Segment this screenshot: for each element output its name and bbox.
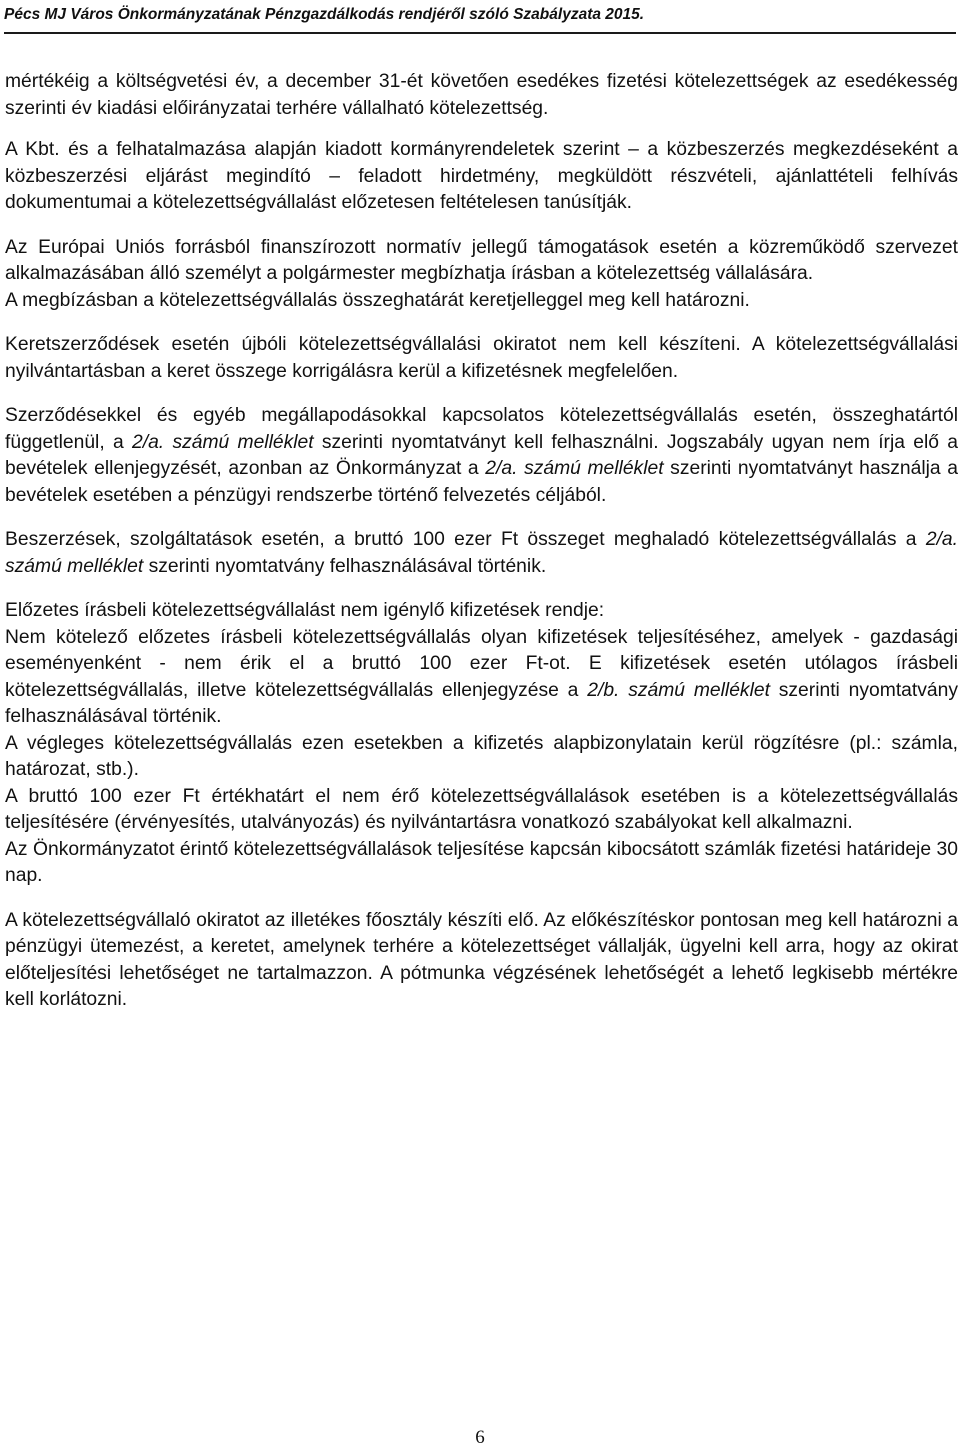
paragraph-public-procurement: A Kbt. és a felhatalmazása alapján kiadott kormányrendeletek szerint – a közbeszerzés megkezdéseként a közbeszerzési eljárást megindító – feladott hirdetmény, megküldött részvételi, ajánlattételi felhívás dokumentumai a kötelezettségvállalást előzetesen feltételesen tanúsítják. [5, 139, 958, 213]
annex-reference: 2/b. számú melléklet [587, 679, 770, 701]
paragraph-heading-no-prior-commitment: Előzetes írásbeli kötelezettségvállalást nem igénylő kifizetések rendje: [5, 600, 605, 621]
header-title: Pécs MJ Város Önkormányzatának Pénzgazdálkodás rendjéről szóló Szabályzata 2015. [4, 6, 645, 23]
paragraph-below-threshold-rules: A bruttó 100 ezer Ft értékhatárt el nem érő kötelezettségvállalások esetében is a kötelezettségvállalás teljesítésére (érvényesítés, utalványozás) és nyilvántartásra vonatkozó szabályokat kell alkalmazni. [5, 785, 958, 833]
page-number: 6 [475, 1427, 485, 1448]
annex-reference: 2/a. számú melléklet [485, 458, 664, 479]
paragraph-commitment-document: A kötelezettségvállaló okiratot az illetékes főosztály készíti elő. Az előkészítéskor pontosan meg kell határozni a pénzügyi ütemezést, a keretet, amelynek terhére a kötelezettséget vállalják, ügyelni kell arra, hogy az okirat előteljesítési lehetőséget ne tartalmazzon. A pótmunka végzésének lehetőségét a lehető legkisebb mértékre kell korlátozni. [5, 909, 958, 1010]
text-segment: Nem kötelező előzetes írásbeli kötelezettségvállalás olyan kifizetések teljesítéséhez, amelyek - gazdasági eseményenként - nem érik el a bruttó 100 ezer Ft-ot. E kifizetések esetén utólagos írásbeli kötelezettségvállalás, illetve kötelezettségvállalás ellenjegyzése a [5, 626, 958, 701]
paragraph-eu-funding: Az Európai Uniós forrásból finanszírozott normatív jellegű támogatások esetén a közreműködő szervezet alkalmazásában álló személyt a polgármester megbízhatja írásban a kötelezettség vállalására. [5, 236, 958, 284]
paragraph-payment-deadline: Az Önkormányzatot érintő kötelezettségvállalások teljesítése kapcsán kibocsátott számlák fizetési határideje 30 nap. [5, 838, 958, 886]
annex-reference: 2/a. számú melléklet [132, 431, 314, 453]
paragraph-framework-contracts: Keretszerződések esetén újbóli kötelezettségvállalási okiratot nem kell készíteni. A kötelezettségvállalási nyilvántartásban a keret összege korrigálásra kerül a kifizetésnek megfelelően. [5, 334, 958, 382]
paragraph-mandate-limit: A megbízásban a kötelezettségvállalás összeghatárát keretjelleggel meg kell határozni. [5, 289, 750, 311]
text-segment: szerinti nyomtatványt használja a bevételek esetében a pénzügyi rendszerbe történő felvezetés céljából. [5, 458, 958, 506]
paragraph-budget-year: mértékéig a költségvetési év, a december 31-ét követően esedékes fizetési kötelezettségek az esedékesség szerinti év kiadási előirányzatai terhére vállalható kötelezettség. [5, 71, 958, 119]
paragraph-final-commitment: A végleges kötelezettségvállalás ezen esetekben a kifizetés alapbizonylatain kerül rögzítésre (pl.: számla, határozat, stb.). [5, 732, 958, 780]
text-segment: Szerződésekkel és egyéb megállapodásokkal kapcsolatos kötelezettségvállalás esetén, összeghatártól függetlenül, a [5, 405, 958, 453]
text-segment: szerinti nyomtatványt kell felhasználni. Jogszabály ugyan nem írja elő a bevételek ellenjegyzését, azonban az Önkormányzat a [5, 431, 958, 479]
paragraph-procurement-threshold [5, 527, 958, 580]
document-body [5, 69, 958, 1014]
paragraph-contracts-form [5, 403, 958, 509]
page-header [4, 2, 956, 34]
text-segment: szerinti nyomtatvány felhasználásával történik. [143, 555, 547, 577]
annex-reference: 2/a. számú melléklet [5, 529, 958, 577]
text-segment: Beszerzések, szolgáltatások esetén, a bruttó 100 ezer Ft összeget meghaladó kötelezettségvállalás a [5, 529, 926, 550]
text-segment: szerinti nyomtatvány felhasználásával történik. [5, 679, 958, 727]
paragraph-small-payments [5, 625, 958, 731]
